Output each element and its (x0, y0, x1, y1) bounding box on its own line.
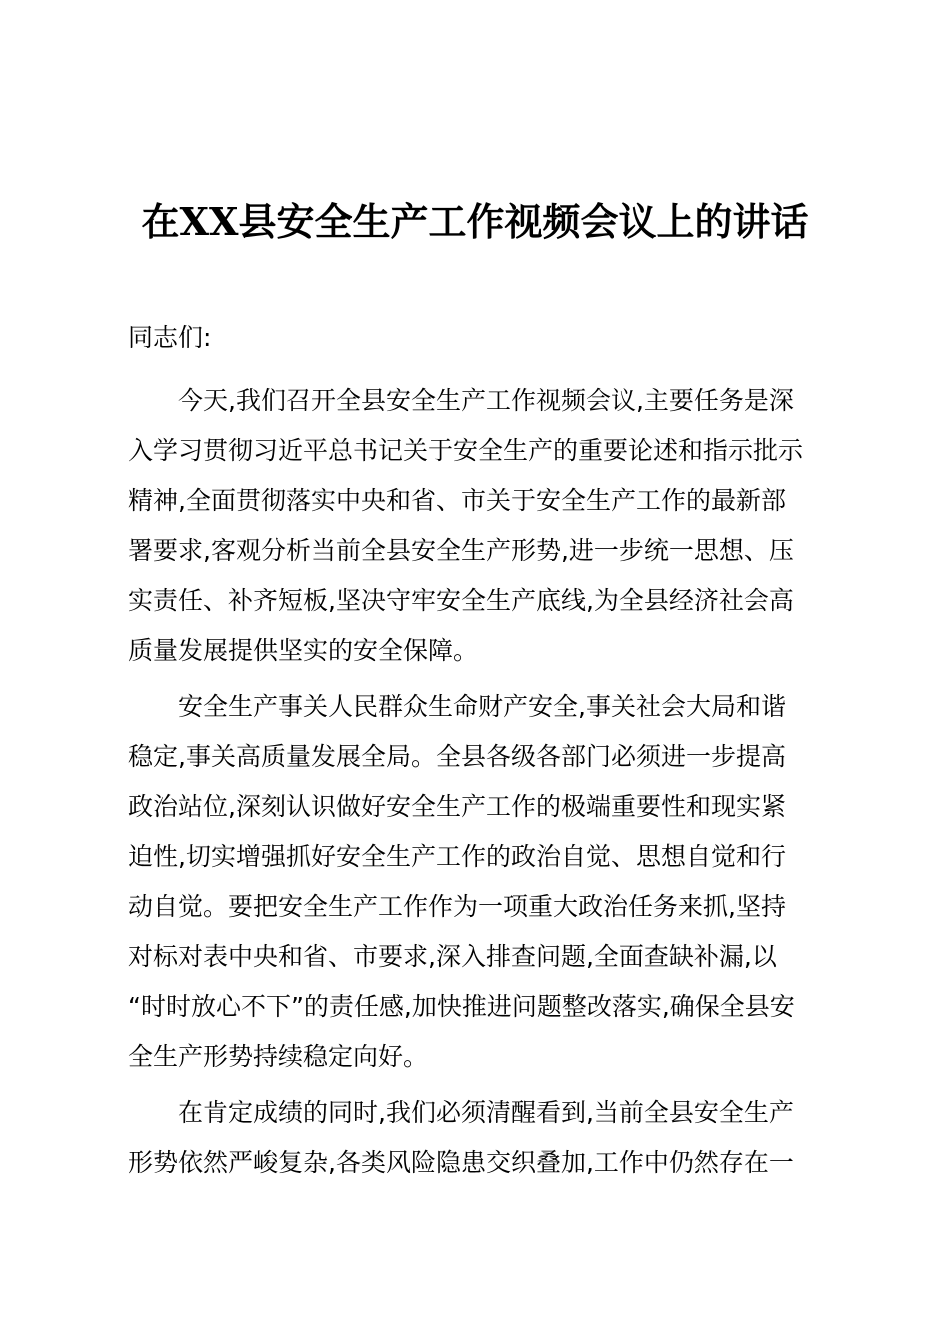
paragraph-line: 全生产形势持续稳定向好。 (128, 1042, 429, 1071)
document-body (128, 318, 828, 1194)
paragraph-2 (128, 682, 828, 1082)
paragraph-1 (128, 376, 828, 676)
paragraph-line: “时时放心不下”的责任感,加快推进问题整改落实,确保全县安 (128, 992, 795, 1021)
paragraph-line: 迫性,切实增强抓好安全生产工作的政治自觉、思想自觉和行 (128, 842, 786, 871)
paragraph-3 (128, 1088, 828, 1188)
paragraph-line: 在肯定成绩的同时,我们必须清醒看到,当前全县安全生产 (178, 1098, 794, 1127)
paragraph-line: 对标对表中央和省、市要求,深入排查问题,全面查缺补漏,以 (128, 942, 777, 971)
paragraph-line: 质量发展提供坚实的安全保障。 (128, 636, 479, 665)
paragraph-line: 今天,我们召开全县安全生产工作视频会议,主要任务是深 (178, 386, 794, 415)
paragraph-line: 安全生产事关人民群众生命财产安全,事关社会大局和谐 (178, 692, 786, 721)
paragraph-line: 稳定,事关高质量发展全局。全县各级各部门必须进一步提高 (128, 742, 786, 771)
paragraph-line: 精神,全面贯彻落实中央和省、市关于安全生产工作的最新部 (128, 486, 786, 515)
paragraph-line: 动自觉。要把安全生产工作作为一项重大政治任务来抓,坚持 (128, 892, 786, 921)
paragraph-line: 入学习贯彻习近平总书记关于安全生产的重要论述和指示批示 (128, 436, 804, 465)
paragraph-line: 实责任、补齐短板,坚决守牢安全生产底线,为全县经济社会高 (128, 586, 794, 615)
paragraph-line: 政治站位,深刻认识做好安全生产工作的极端重要性和现实紧 (128, 792, 786, 821)
greeting: 同志们: (128, 323, 212, 352)
document-title: 在XX县安全生产工作视频会议上的讲话 (141, 199, 809, 244)
paragraph-line: 形势依然严峻复杂,各类风险隐患交织叠加,工作中仍然存在一 (128, 1148, 794, 1177)
paragraph-line: 署要求,客观分析当前全县安全生产形势,进一步统一思想、压 (128, 536, 794, 565)
